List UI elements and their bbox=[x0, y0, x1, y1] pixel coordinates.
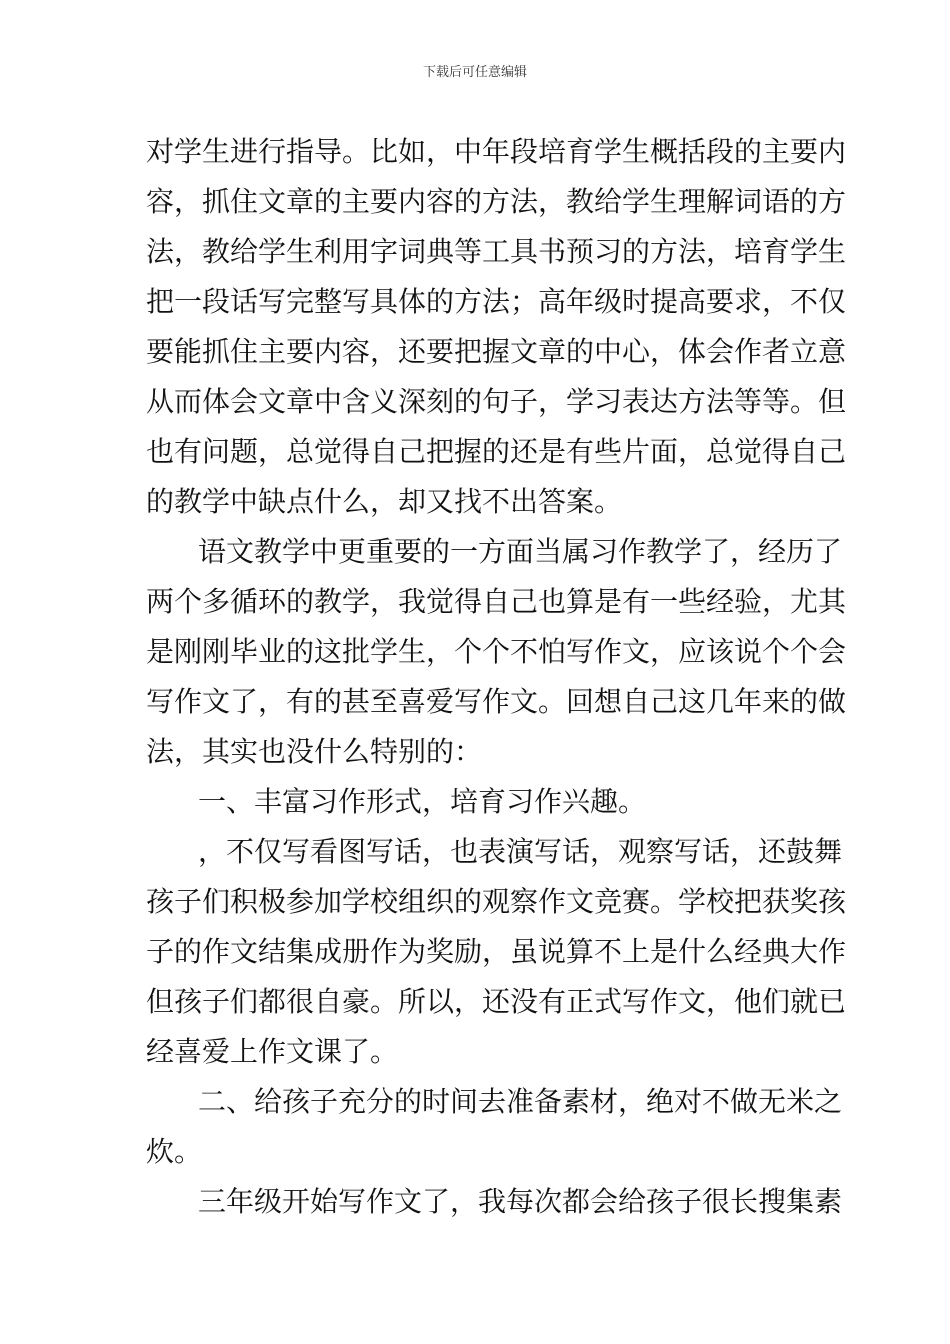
text-line: 对学生进行指导。比如，中年段培育学生概括段的主要内 bbox=[146, 135, 847, 168]
text-line: 的教学中缺点什么，却又找不出答案。 bbox=[146, 485, 623, 518]
text-line: 孩子们积极参加学校组织的观察作文竞赛。学校把获奖孩 bbox=[146, 885, 847, 918]
text-line: 法，其实也没什么特别的： bbox=[146, 735, 483, 768]
section-heading-1: 一、丰富习作形式，培育习作兴趣。 bbox=[198, 785, 647, 818]
text-line: 也有问题，总觉得自己把握的还是有些片面，总觉得自己 bbox=[146, 435, 847, 468]
text-line: 要能抓住主要内容，还要把握文章的中心，体会作者立意 bbox=[146, 335, 847, 368]
text-line: 容，抓住文章的主要内容的方法，教给学生理解词语的方 bbox=[146, 185, 847, 218]
text-line: 经喜爱上作文课了。 bbox=[146, 1035, 399, 1068]
page-header-note: 下载后可任意编辑 bbox=[422, 65, 527, 80]
text-line: 两个多循环的教学，我觉得自己也算是有一些经验，尤其 bbox=[146, 585, 847, 618]
text-line: 把一段话写完整写具体的方法；高年级时提高要求，不仅 bbox=[146, 285, 847, 318]
text-line: 法，教给学生利用字词典等工具书预习的方法，培育学生 bbox=[146, 235, 847, 268]
section-heading-2: 二、给孩子充分的时间去准备素材，绝对不做无米之 bbox=[198, 1085, 843, 1118]
text-line: 子的作文结集成册作为奖励，虽说算不上是什么经典大作 bbox=[146, 935, 847, 968]
section-heading-2-continued: 炊。 bbox=[146, 1135, 203, 1168]
paragraph-first-line: ，不仅写看图写话，也表演写话，观察写话，还鼓舞 bbox=[198, 835, 843, 868]
text-line: 但孩子们都很自豪。所以，还没有正式写作文，他们就已 bbox=[146, 985, 847, 1018]
paragraph-first-line: 三年级开始写作文了，我每次都会给孩子很长搜集素 bbox=[198, 1185, 843, 1218]
text-line: 是刚刚毕业的这批学生，个个不怕写作文，应该说个个会 bbox=[146, 635, 847, 668]
text-line: 从而体会文章中含义深刻的句子，学习表达方法等等。但 bbox=[146, 385, 847, 418]
paragraph-first-line: 语文教学中更重要的一方面当属习作教学了，经历了 bbox=[198, 535, 843, 568]
text-line: 写作文了，有的甚至喜爱写作文。回想自己这几年来的做 bbox=[146, 685, 847, 718]
